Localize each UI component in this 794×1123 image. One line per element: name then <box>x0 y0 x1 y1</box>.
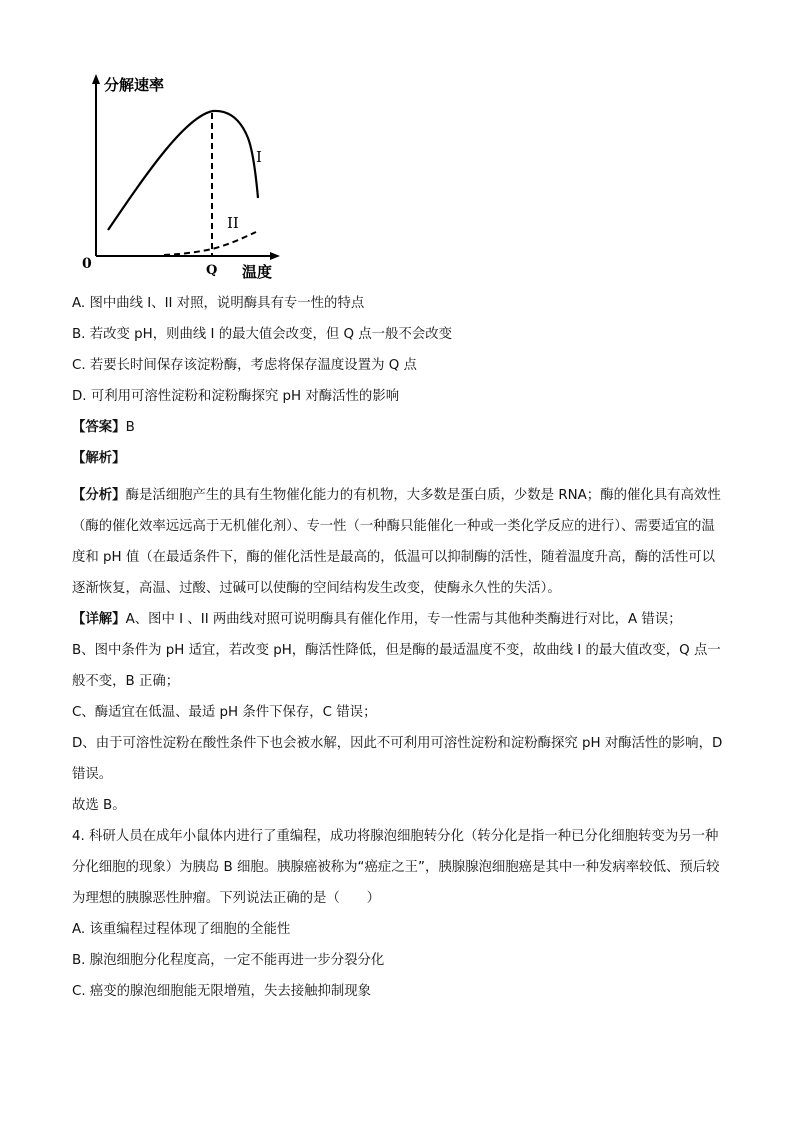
analysis-label: 【解析】 <box>72 451 126 466</box>
q4-option-a: A. 该重编程过程体现了细胞的全能性 <box>72 922 291 937</box>
answer-value: B <box>125 420 135 435</box>
q3-xiangjie-b: B、图中条件为 pH 适宜，若改变 pH，酶活性降低，但是酶的最适温度不变，故曲线 I 的最大值改变，Q 点一般不变，B 正确； <box>72 643 721 689</box>
q3-option-c: C. 若要长时间保存该淀粉酶，考虑将保存温度设置为 Q 点 <box>72 358 417 373</box>
xiangjie-label: 【详解】 <box>72 612 126 627</box>
y-axis-label: 分解速率 <box>104 76 165 94</box>
answer-label: 【答案】 <box>72 420 126 435</box>
q3-conclusion: 故选 B。 <box>72 798 126 813</box>
x-axis-arrow <box>270 252 280 260</box>
q3-answer <box>72 418 727 438</box>
y-axis-arrow <box>92 74 100 84</box>
q3-xiangjie-d: D、由于可溶性淀粉在酸性条件下也会被水解，因此不可利用可溶性淀粉和淀粉酶探究 pH 对酶活性的影响，D 错误。 <box>72 736 723 782</box>
figure-svg <box>78 66 288 286</box>
xiangjie-a-text: A、图中 I 、II 两曲线对照可说明酶具有催化作用，专一性需与其他种类酶进行对比，A 错误； <box>125 612 682 627</box>
q3-analysis-heading <box>72 449 727 469</box>
q-label: Q <box>206 263 218 278</box>
q3-option-a: A. 图中曲线 I、II 对照，说明酶具有专一性的特点 <box>72 296 365 311</box>
origin-label: 0 <box>82 256 92 272</box>
q3-xiangjie-a <box>72 604 727 635</box>
curve-2 <box>164 232 256 255</box>
q3-xiangjie-c: C、酶适宜在低温、最适 pH 条件下保存，C 错误； <box>72 705 377 720</box>
curve-2-label: II <box>227 214 239 232</box>
q4-option-c: C. 癌变的腺泡细胞能无限增殖，失去接触抑制现象 <box>72 984 372 999</box>
fenxi-label: 【分析】 <box>72 488 126 503</box>
curve-1-label: I <box>256 148 262 166</box>
q3-option-d: D. 可利用可溶性淀粉和淀粉酶探究 pH 对酶活性的影响 <box>72 389 400 404</box>
q3-option-b: B. 若改变 pH，则曲线 I 的最大值会改变，但 Q 点一般不会改变 <box>72 327 453 342</box>
curve-1 <box>108 111 258 230</box>
x-axis-label: 温度 <box>242 263 273 281</box>
question-content <box>72 294 727 1007</box>
fenxi-text: 酶是活细胞产生的具有生物催化能力的有机物，大多数是蛋白质，少数是 RNA；酶的催化具有高效性（酶的催化效率远远高于无机催化剂）、专一性（一种酶只能催化一种或一类化学反应的进行）、需要适宜的温度和 pH 值（在最适条件下，酶的催化活性是最高的，低温可以抑制酶的活性，随着温度升高，酶的活性可以逐渐恢复，高温、过酸、过碱可以使酶的空间结构发生改变，使酶永久性的失活）。 <box>72 488 721 596</box>
q4-stem: 4. 科研人员在成年小鼠体内进行了重编程，成功将腺泡细胞转分化（转分化是指一种已分化细胞转变为另一种分化细胞的现象）为胰岛 B 细胞。胰腺癌被称为“癌症之王”，胰腺腺泡细胞癌是其中一种发病率较低、预后较为理想的胰腺恶性肿瘤。下列说法正确的是（ ） <box>72 829 720 906</box>
enzyme-rate-figure <box>78 66 288 286</box>
q4-option-b: B. 腺泡细胞分化程度高，一定不能再进一步分裂分化 <box>72 953 385 968</box>
q3-fenxi <box>72 480 727 604</box>
